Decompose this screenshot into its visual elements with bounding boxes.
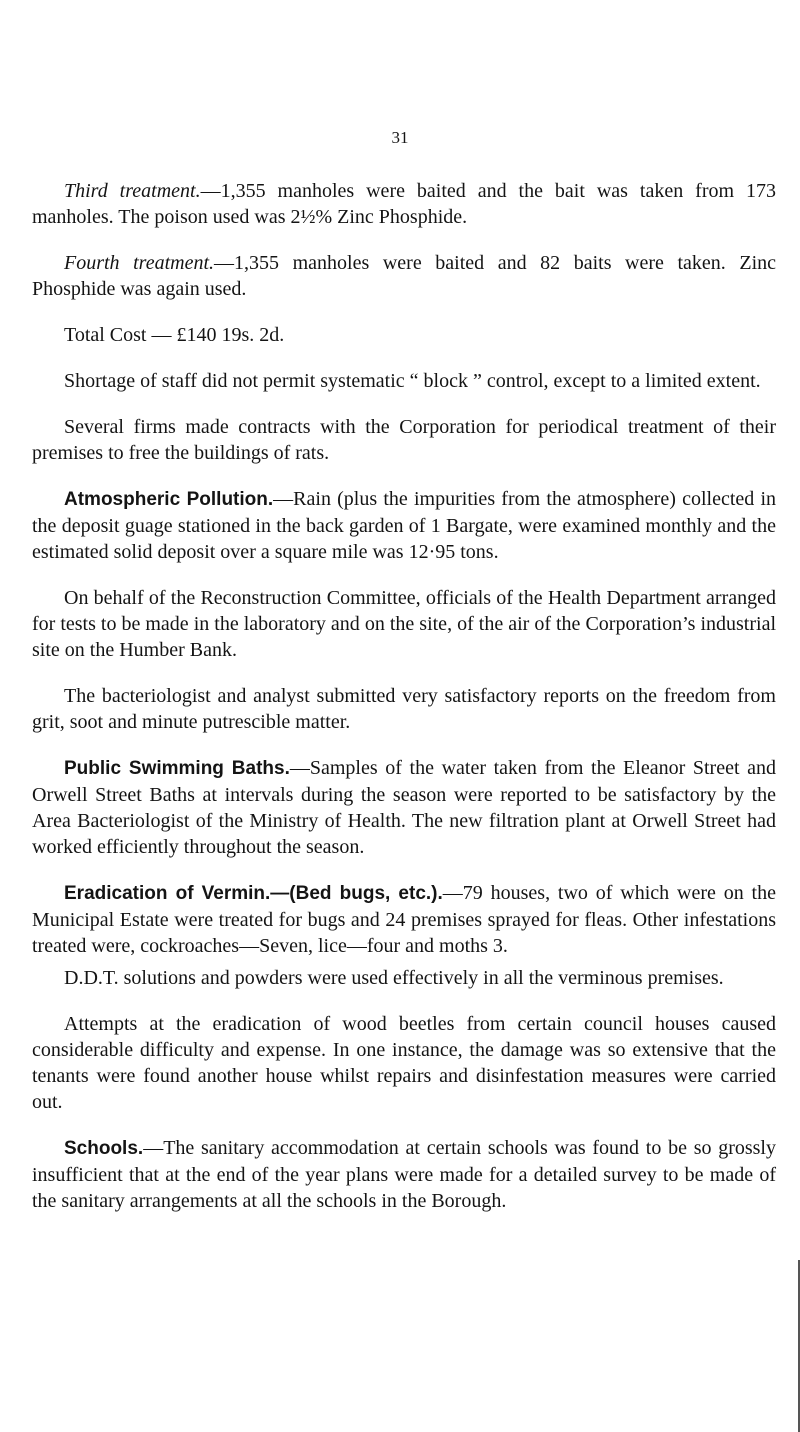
- paragraph-wood-beetles: [32, 1011, 776, 1115]
- text-schools: —The sanitary accommodation at certain schools was found to be so grossly insufficient that at the end of the year plans were made for a detailed survey to be made of the sanitary arrangements at all the schools in the Borough.: [32, 1137, 776, 1212]
- text-fourth-treatment: —1,355 manholes were baited and 82 baits were taken. Zinc Phosphide was again used.: [32, 252, 777, 300]
- text-eradication-vermin: —79 houses, two of which were on the Municipal Estate were treated for bugs and 24 premises sprayed for fleas. Other infestations treated were, cockroaches—Seven, lice—four and moths 3.: [32, 882, 776, 957]
- paragraph-bacteriologist-reports: [32, 683, 776, 735]
- paragraph-ddt: [32, 965, 776, 991]
- paragraph-swimming-baths: [32, 755, 776, 860]
- paragraph-staff-shortage: [32, 368, 776, 394]
- text-third-treatment: —1,355 manholes were baited and the bait was taken from 173 manholes. The poison used was 2½% Zinc Phosphide.: [32, 180, 776, 228]
- text-firm-contracts: Several firms made contracts with the Corporation for periodical treatment of their premises to free the buildings of rats.: [32, 416, 776, 464]
- text-total-cost: Total Cost — £140 19s. 2d.: [64, 324, 285, 346]
- page-number: 31: [391, 128, 409, 147]
- paragraph-schools: [32, 1135, 776, 1214]
- text-wood-beetles: Attempts at the eradication of wood beetles from certain council houses caused considerable difficulty and expense. In one instance, the damage was so extensive that the tenants were found another house whilst repairs and disinfestation measures were carried out.: [32, 1013, 776, 1113]
- heading-atmospheric-pollution: Atmospheric Pollution.: [64, 489, 274, 510]
- paragraph-third-treatment: [32, 178, 776, 230]
- text-swimming-baths: —Samples of the water taken from the Eleanor Street and Orwell Street Baths at intervals during the season were reported to be satisfactory by the Area Bacteriologist of the Ministry of Health. The new filtration plant at Orwell Street had worked efficiently throughout the season.: [32, 757, 776, 858]
- paragraph-total-cost: [32, 322, 776, 348]
- paragraph-firm-contracts: [32, 414, 776, 466]
- heading-schools: Schools.: [64, 1138, 144, 1159]
- lead-fourth-treatment: Fourth treatment.: [64, 252, 215, 274]
- lead-third-treatment: Third treatment.: [64, 180, 201, 202]
- text-bacteriologist-reports: The bacteriologist and analyst submitted very satisfactory reports on the freedom from grit, soot and minute putrescible matter.: [32, 685, 776, 733]
- body-text: [32, 178, 776, 1214]
- paragraph-eradication-vermin: [32, 880, 776, 959]
- paragraph-reconstruction-committee: [32, 585, 776, 663]
- text-reconstruction-committee: On behalf of the Reconstruction Committee, officials of the Health Department arranged for tests to be made in the laboratory and on the site, of the air of the Corporation’s industrial site on the Humber Bank.: [32, 587, 776, 661]
- text-atmospheric-pollution: —Rain (plus the impurities from the atmosphere) collected in the deposit guage stationed in the back garden of 1 Bargate, were examined monthly and the estimated solid deposit over a square mile was 12·95 tons.: [32, 488, 777, 563]
- heading-eradication-vermin: Eradication of Vermin.—(Bed bugs, etc.).: [64, 883, 443, 904]
- heading-swimming-baths: Public Swimming Baths.: [64, 758, 290, 779]
- text-staff-shortage: Shortage of staff did not permit systematic “ block ” control, except to a limited extent.: [64, 370, 761, 392]
- paragraph-atmospheric-pollution: [32, 486, 776, 565]
- paragraph-fourth-treatment: [32, 250, 776, 302]
- text-ddt: D.D.T. solutions and powders were used effectively in all the verminous premises.: [64, 967, 724, 989]
